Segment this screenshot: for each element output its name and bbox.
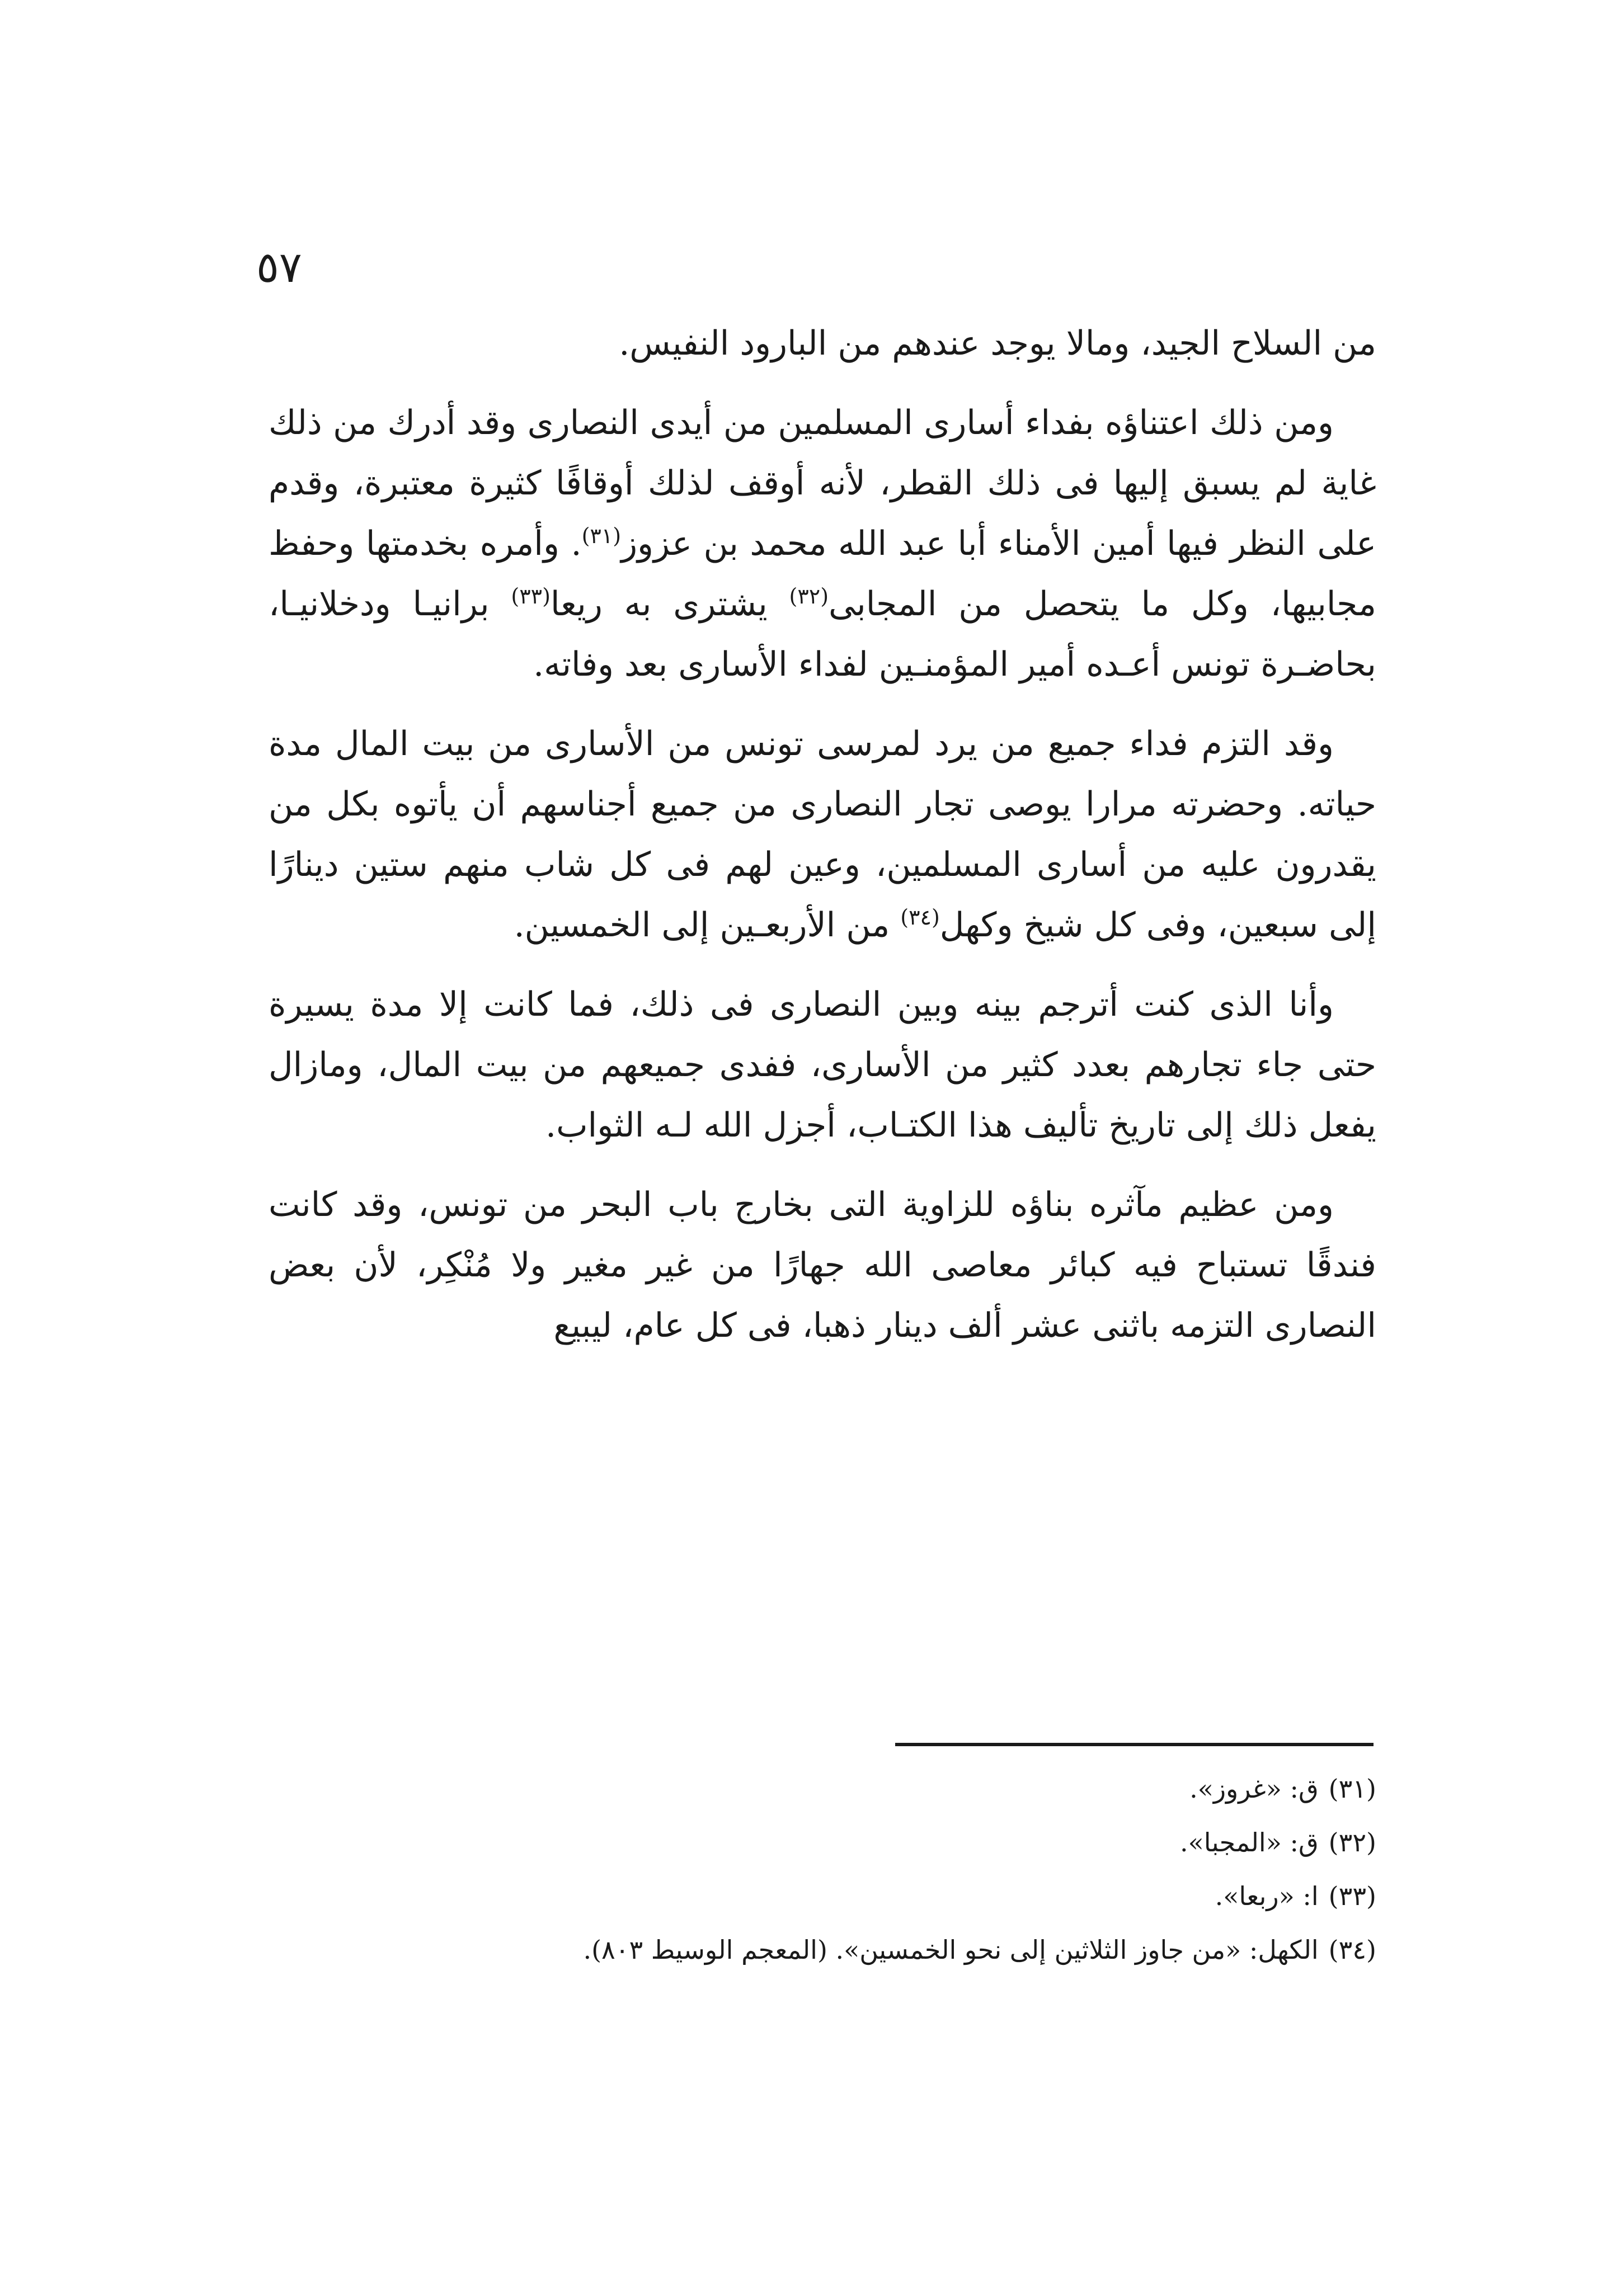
footnote-ref-31: (٣١) bbox=[581, 524, 622, 548]
paragraph-5 bbox=[269, 1175, 1376, 1356]
footnote-text: ا: «ربعا». bbox=[1215, 1881, 1319, 1911]
body-text bbox=[269, 313, 1376, 1375]
page-number: ٥٧ bbox=[256, 242, 302, 292]
paragraph-1-text: من السلاح الجيد، ومالا يوجد عندهم من البارود النفيس. bbox=[619, 324, 1376, 363]
footnote-32 bbox=[269, 1816, 1376, 1869]
footnote-34 bbox=[269, 1923, 1376, 1977]
paragraph-4 bbox=[269, 974, 1376, 1156]
paragraph-3-text-a: وقد التزم فداء جميع من يرد لمرسى تونس من الأسارى من بيت المال مدة حياته. وحضرته مرارا يوصى تجار النصارى من جميع أجناسهم أن يأتوه بكل من يقدرون عليه من أسارى المسلمين، وعين لهم فى كل شاب منهم ستين دينارًا إلى سبعين، وفى كل شيخ وكهل bbox=[269, 724, 1376, 945]
paragraph-3-text-b: من الأربعـين إلى الخمسين. bbox=[514, 906, 901, 945]
paragraph-5-text: ومن عظيم مآثره بناؤه للزاوية التى بخارج باب البحر من تونس، وقد كانت فندقًا تستباح فيه كبائر معاصى الله جهارًا من غير مغير ولا مُنْكِر، لأن بعض النصارى التزمه باثنى عشر ألف دينار ذهبا، فى كل عام، ليبيع bbox=[269, 1185, 1376, 1345]
paragraph-2 bbox=[269, 393, 1376, 695]
paragraph-2-text-c: يشترى به ريعا bbox=[550, 584, 789, 624]
paragraph-4-text: وأنا الذى كنت أترجم بينه وبين النصارى فى ذلك، فما كانت إلا مدة يسيرة حتى جاء تجارهم بعدد كثير من الأسارى، ففدى جميعهم من بيت المال، ومازال يفعل ذلك إلى تاريخ تأليف هذا الكتـاب، أجزل الله لـه الثواب. bbox=[269, 985, 1376, 1145]
footnote-ref-32: (٣٢) bbox=[789, 584, 829, 609]
footnote-ref-34: (٣٤) bbox=[900, 905, 940, 930]
footnote-33 bbox=[269, 1869, 1376, 1923]
footnote-number: (٣١) bbox=[1328, 1774, 1376, 1804]
footnote-31 bbox=[269, 1762, 1376, 1816]
paragraph-3 bbox=[269, 714, 1376, 955]
footnotes bbox=[269, 1762, 1376, 1977]
footnote-ref-33: (٣٣) bbox=[511, 584, 551, 609]
paragraph-2-text-b: . وأمره بخدمتها وحفظ مجابيها، وكل ما يتحصل من المجابى bbox=[269, 524, 1376, 624]
paragraph-2-text-d: برانيـا ودخلانيـا، بحاضـرة تونس أعـده أمير المؤمنـين لفداء الأسارى بعد وفاته. bbox=[269, 584, 1376, 684]
footnote-number: (٣٢) bbox=[1328, 1827, 1376, 1857]
footnote-number: (٣٤) bbox=[1328, 1935, 1376, 1965]
footnote-text: ق: «غروز». bbox=[1189, 1774, 1319, 1804]
footnote-text: الكهل: «من جاوز الثلاثين إلى نحو الخمسين». (المعجم الوسيط ٨٠٣). bbox=[583, 1935, 1319, 1965]
paragraph-2-text-a: ومن ذلك اعتناؤه بفداء أسارى المسلمين من أيدى النصارى وقد أدرك من ذلك غاية لم يسبق إليها فى ذلك القطر، لأنه أوقف لذلك أوقافًا كثيرة معتبرة، وقدم على النظر فيها أمين الأمناء أبا عبد الله محمد بن عزوز bbox=[269, 403, 1377, 563]
paragraph-1 bbox=[269, 313, 1376, 374]
footnote-number: (٣٣) bbox=[1328, 1881, 1376, 1911]
footnote-separator bbox=[895, 1743, 1374, 1746]
footnote-text: ق: «المجبا». bbox=[1179, 1827, 1319, 1857]
